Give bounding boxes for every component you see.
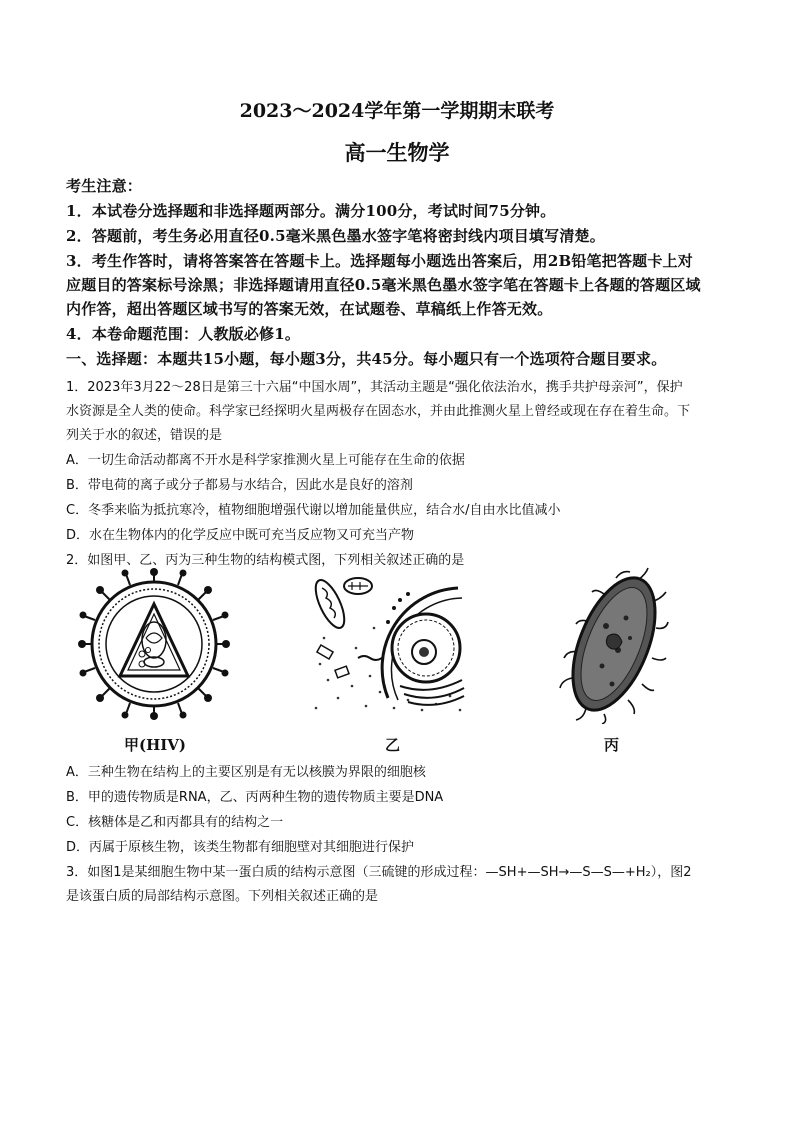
figure-label-yi: 乙 bbox=[385, 736, 401, 754]
figure-label-bing: 丙 bbox=[604, 736, 620, 754]
q2-option-b: B．甲的遗传物质是RNA，乙、丙两种生物的遗传物质主要是DNA bbox=[66, 790, 444, 805]
notice-heading: 考生注意： bbox=[66, 177, 143, 195]
q2-option-d: D．丙属于原核生物，该类生物都有细胞壁对其细胞进行保护 bbox=[66, 840, 415, 855]
notice-item-1: 1．本试卷分选择题和非选择题两部分。满分100分，考试时间75分钟。 bbox=[66, 202, 556, 220]
q1-option-c: C．冬季来临为抵抗寒冷，植物细胞增强代谢以增加能量供应，结合水/自由水比值减小 bbox=[66, 503, 561, 518]
notice-item-3-cont2: 内作答，超出答题区域书写的答案无效，在试题卷、草稿纸上作答无效。 bbox=[66, 300, 553, 318]
eukaryotic-cell-illustration bbox=[308, 568, 468, 718]
q1-stem-line-2: 水资源是全人类的使命。科学家已经探明火星两极存在固态水，并由此推测火星上曾经或现在存在着生命。下 bbox=[66, 404, 691, 419]
notice-item-2: 2．答题前，考生务必用直径0.5毫米黑色墨水签字笔将密封线内项目填写清楚。 bbox=[66, 227, 605, 245]
notice-item-3-cont: 应题目的答案标号涂黑；非选择题请用直径0.5毫米黑色墨水签字笔在答题卡上各题的答题区域 bbox=[66, 276, 701, 294]
section-heading: 一、选择题：本题共15小题，每小题3分，共45分。每小题只有一个选项符合题目要求。 bbox=[66, 350, 667, 368]
figure-label-jia: 甲(HIV) bbox=[124, 736, 187, 754]
notice-item-4: 4．本卷命题范围：人教版必修1。 bbox=[66, 325, 301, 343]
hiv-virus-illustration bbox=[78, 568, 230, 720]
q1-option-d: D．水在生物体内的化学反应中既可充当反应物又可充当产物 bbox=[66, 528, 415, 543]
q2-option-a: A．三种生物在结构上的主要区别是有无以核膜为界限的细胞核 bbox=[66, 765, 426, 780]
q2-option-c: C．核糖体是乙和丙都具有的结构之一 bbox=[66, 815, 284, 830]
q1-stem-line-3: 列关于水的叙述，错误的是 bbox=[66, 428, 223, 443]
notice-item-3: 3．考生作答时，请将答案答在答题卡上。选择题每小题选出答案后，用2B铅笔把答题卡上对 bbox=[66, 252, 693, 270]
q1-option-b: B．带电荷的离子或分子都易与水结合，因此水是良好的溶剂 bbox=[66, 478, 413, 493]
bacterium-illustration bbox=[546, 566, 670, 724]
q1-option-a: A．一切生命活动都离不开水是科学家推测火星上可能存在生命的依据 bbox=[66, 453, 465, 468]
q3-stem-line-2: 是该蛋白质的局部结构示意图。下列相关叙述正确的是 bbox=[66, 889, 379, 904]
q3-stem-line-1: 3．如图1是某细胞生物中某一蛋白质的结构示意图（三硫键的形成过程：—SH+—SH→—S—S—+H₂），图2 bbox=[66, 865, 692, 880]
q1-stem-line-1: 1．2023年3月22～28日是第三十六届“中国水周”，其活动主题是“强化依法治水，携手共护母亲河”，保护 bbox=[66, 380, 683, 395]
q2-stem: 2．如图甲、乙、丙为三种生物的结构模式图，下列相关叙述正确的是 bbox=[66, 553, 465, 568]
subject-title: 高一生物学 bbox=[344, 140, 450, 165]
exam-title: 2023～2024学年第一学期期末联考 bbox=[239, 100, 555, 122]
